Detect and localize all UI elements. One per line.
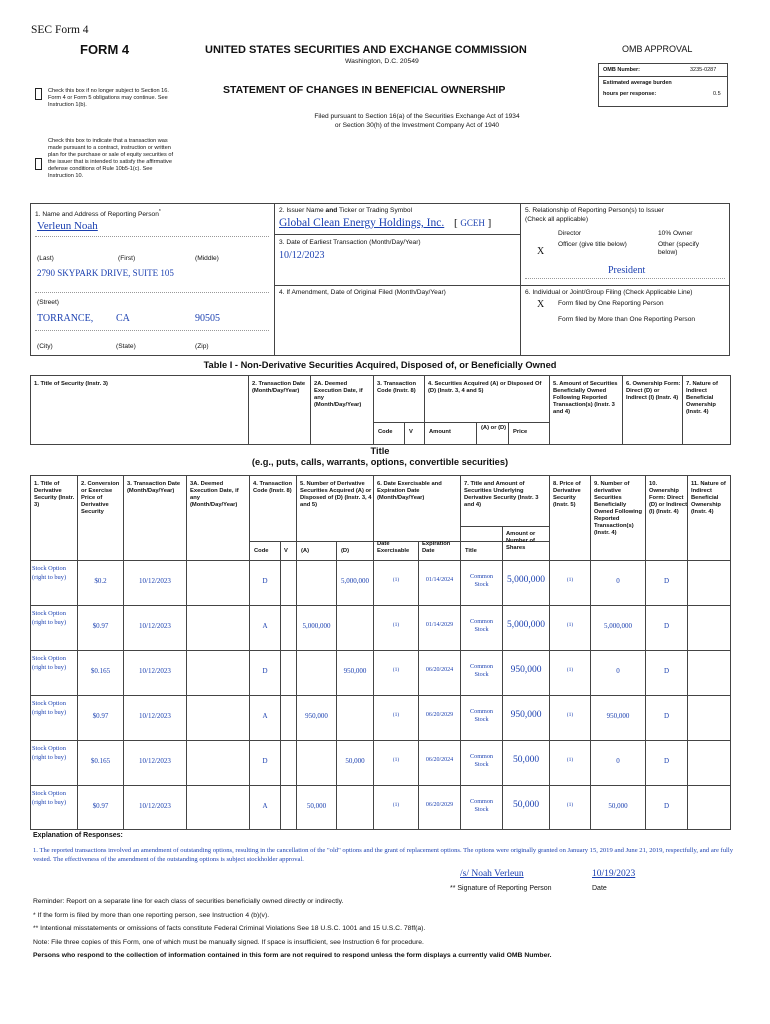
table2-title: Title xyxy=(370,446,390,456)
row-ownership-form: D xyxy=(663,757,670,765)
row-conversion-price: $0.165 xyxy=(90,757,111,765)
reporting-person-name: Verleun Noah xyxy=(37,220,98,232)
statement-title: STATEMENT OF CHANGES IN BENEFICIAL OWNERSHIP xyxy=(223,84,506,96)
last-label: (Last) xyxy=(37,255,54,262)
row-transaction-date: 10/12/2023 xyxy=(139,802,171,810)
t2-h6: 6. Date Exercisable and Expiration Date (Month/Day/Year) xyxy=(377,481,442,501)
t2-h11: 11. Nature of Indirect Beneficial Ownership (Instr. 4) xyxy=(691,481,726,515)
box5-label-1: 5. Relationship of Reporting Person(s) to Issuer xyxy=(525,207,664,214)
ticker-bracket: [ GCEH ] xyxy=(454,217,492,229)
row-security: Stock Option (right to buy) xyxy=(32,790,67,806)
row-transaction-date: 10/12/2023 xyxy=(139,577,171,585)
more-person-label: Form filed by More than One Reporting Person xyxy=(558,316,696,323)
row-expiration: 06/20/2029 xyxy=(425,712,454,718)
row-owned-following: 0 xyxy=(616,577,620,585)
box5-label-2: (Check all applicable) xyxy=(525,216,589,223)
t1-code: Code xyxy=(378,429,393,435)
middle-label: (Middle) xyxy=(195,255,219,262)
note-reminder: Reminder: Report on a separate line for each class of securities beneficially owned directly or indirectly. xyxy=(33,898,344,905)
explanation-text: 1. The reported transactions involved an amendment of outstanding options, resulting in the cancellation of the "old" options and the grant of replacement options. The options were originally granted on January 15, 2019 and June 21, 2019, respectfully, and are fully vested. The effectiveness of the amendment of the outstanding options is subject stockholder approval. xyxy=(33,847,733,863)
t1-v: V xyxy=(409,429,413,435)
signature-date: 10/19/2023 xyxy=(592,869,636,879)
top-label: SEC Form 4 xyxy=(31,24,89,36)
t1-aord: (A) or (D) xyxy=(481,425,507,431)
section16-text: Check this box if no longer subject to Section 16. Form 4 or Form 5 obligations may continue. See Instruction 1(b). xyxy=(48,88,169,108)
row-conversion-price: $0.97 xyxy=(92,712,109,720)
note-copies: Note: File three copies of this Form, one of which must be manually signed. If space is insufficient, see Instruction 6 for procedure. xyxy=(33,939,424,946)
t1-h3: 3. Transaction Code (Instr. 8) xyxy=(377,381,416,394)
row-acquired: 5,000,000 xyxy=(302,622,331,630)
rule10b5-text: Check this box to indicate that a transaction was made pursuant to a contract, instruction or written plan for the purchase or sale of equity securities of the issuer that is intended to satisfy the affirmative defense conditions of Rule 10b5-1(c). See Instruction 10. xyxy=(48,138,173,179)
row-transaction-date: 10/12/2023 xyxy=(139,622,171,630)
issuer-name: Global Clean Energy Holdings, Inc. xyxy=(279,217,445,229)
t2-h1: 1. Title of Derivative Security (Instr. 3) xyxy=(34,481,75,508)
earliest-transaction-date: 10/12/2023 xyxy=(279,250,325,261)
one-person-label: Form filed by One Reporting Person xyxy=(558,300,664,307)
filed-pursuant-2: or Section 30(h) of the Investment Company Act of 1940 xyxy=(334,122,500,129)
rule10b5-checkbox[interactable] xyxy=(35,158,42,170)
t1-h7: 7. Nature of Indirect Beneficial Ownership (Instr. 4) xyxy=(686,381,718,415)
commission-title: UNITED STATES SECURITIES AND EXCHANGE COMMISSION xyxy=(205,44,527,56)
row-underlying-shares: 50,000 xyxy=(512,800,540,810)
row-code: A xyxy=(262,622,268,630)
row-transaction-date: 10/12/2023 xyxy=(139,712,171,720)
row-underlying-shares: 5,000,000 xyxy=(507,575,545,585)
t1-h6: 6. Ownership Form: Direct (D) or Indirect (I) (Instr. 4) xyxy=(626,381,681,401)
section16-checkbox[interactable] xyxy=(35,88,42,100)
row-underlying-title: Common Stock xyxy=(469,753,494,768)
row-acquired: 950,000 xyxy=(305,712,328,720)
omb-burden-label: Estimated average burden xyxy=(603,80,672,86)
row-underlying-shares: 950,000 xyxy=(510,710,542,720)
signature-date-label: Date xyxy=(592,885,607,892)
t2-v: V xyxy=(284,548,288,554)
t1-h1: 1. Title of Security (Instr. 3) xyxy=(34,381,108,387)
row-expiration: 06/20/2024 xyxy=(425,667,454,673)
note-misstatement: ** Intentional misstatements or omissions of facts constitute Federal Criminal Violations See 18 U.S.C. 1001 and 15 U.S.C. 78ff(a). xyxy=(33,925,426,932)
row-transaction-date: 10/12/2023 xyxy=(139,667,171,675)
one-person-check-mark[interactable]: X xyxy=(537,299,545,310)
row-derivative-price: (1) xyxy=(566,577,574,583)
row-conversion-price: $0.97 xyxy=(92,622,109,630)
row-conversion-price: $0.97 xyxy=(92,802,109,810)
row-security: Stock Option (right to buy) xyxy=(32,610,67,626)
row-underlying-shares: 50,000 xyxy=(512,755,540,765)
t1-h5: 5. Amount of Securities Beneficially Owned Following Reported Transaction(s) (Instr. 3 and 4) xyxy=(553,381,618,415)
row-ownership-form: D xyxy=(663,802,670,810)
t2-amount-shares: Amount or Number of Shares xyxy=(506,531,536,551)
row-security: Stock Option (right to buy) xyxy=(32,565,67,581)
row-acquired: 50,000 xyxy=(306,802,327,810)
t2-h9: 9. Number of derivative Securities Beneficially Owned Following Reported Transaction(s) (Instr. 4) xyxy=(594,481,642,536)
row-security: Stock Option (right to buy) xyxy=(32,745,67,761)
commission-city: Washington, D.C. 20549 xyxy=(345,58,419,65)
row-underlying-title: Common Stock xyxy=(469,573,494,588)
row-disposed: 950,000 xyxy=(343,667,367,675)
row-disposed: 50,000 xyxy=(345,757,365,765)
box6-label: 6. Individual or Joint/Group Filing (Check Applicable Line) xyxy=(525,289,693,296)
row-derivative-price: (1) xyxy=(566,712,574,718)
filed-pursuant-1: Filed pursuant to Section 16(a) of the Securities Exchange Act of 1934 xyxy=(314,113,520,120)
row-owned-following: 950,000 xyxy=(606,712,630,720)
row-owned-following: 5,000,000 xyxy=(604,622,632,630)
t2-code: Code xyxy=(254,548,269,554)
row-transaction-date: 10/12/2023 xyxy=(139,757,171,765)
form-title: FORM 4 xyxy=(80,42,130,57)
table1-title: Table I - Non-Derivative Securities Acquired, Disposed of, or Beneficially Owned xyxy=(203,360,557,370)
address-value: 2790 SKYPARK DRIVE, SUITE 105 xyxy=(37,268,174,278)
t2-h3: 3. Transaction Date (Month/Day/Year) xyxy=(127,481,181,494)
ticker-symbol: GCEH xyxy=(460,218,485,228)
row-derivative-price: (1) xyxy=(566,757,574,763)
row-owned-following: 0 xyxy=(616,667,620,675)
t2-h5: 5. Number of Derivative Securities Acquired (A) or Disposed of (D) (Instr. 3, 4 and 5) xyxy=(300,481,372,508)
t2-h2: 2. Conversion or Exercise Price of Derivative Security xyxy=(81,481,120,515)
omb-hours-label: hours per response: xyxy=(603,91,657,97)
omb-hours-value: 0.5 xyxy=(713,91,721,97)
t1-h2: 2. Transaction Date (Month/Day/Year) xyxy=(252,381,306,394)
row-ownership-form: D xyxy=(663,667,670,675)
note-omb: Persons who respond to the collection of information contained in this form are not required to respond unless the form displays a currently valid OMB Number. xyxy=(33,952,552,959)
row-date-exercisable: (1) xyxy=(392,712,400,718)
street-label: (Street) xyxy=(37,299,59,306)
other-label: Other (specify below) xyxy=(658,241,700,256)
t2-title: Title xyxy=(465,548,477,554)
box2-label: 2. Issuer Name and Ticker or Trading Symbol xyxy=(279,207,413,214)
city-value: TORRANCE, xyxy=(37,313,94,324)
zip-label: (Zip) xyxy=(195,343,209,350)
t2-h8: 8. Price of Derivative Security (Instr. 5) xyxy=(553,481,581,508)
row-date-exercisable: (1) xyxy=(392,622,400,628)
officer-check-mark[interactable]: X xyxy=(537,246,545,257)
row-disposed: 5,000,000 xyxy=(341,577,369,585)
t2-h10: 10. Ownership Form: Direct (D) or Indirect (I) (Instr. 4) xyxy=(649,481,688,515)
row-code: D xyxy=(262,757,268,765)
row-code: D xyxy=(262,577,268,585)
table2-subtitle: (e.g., puts, calls, warrants, options, convertible securities) xyxy=(251,457,509,467)
row-underlying-title: Common Stock xyxy=(469,618,494,633)
row-owned-following: 50,000 xyxy=(608,802,628,810)
t2-a: (A) xyxy=(301,548,310,554)
row-ownership-form: D xyxy=(663,577,670,585)
officer-label: Officer (give title below) xyxy=(558,241,627,248)
t2-exp: Expiration Date xyxy=(422,541,451,554)
row-security: Stock Option (right to buy) xyxy=(32,655,67,671)
first-label: (First) xyxy=(118,255,136,262)
explanation-title: Explanation of Responses: xyxy=(33,832,123,839)
t2-d: (D) xyxy=(341,548,350,554)
signature-label: ** Signature of Reporting Person xyxy=(450,885,552,892)
omb-number-label: OMB Number: xyxy=(603,67,640,73)
row-underlying-title: Common Stock xyxy=(469,663,494,678)
t2-date-ex: Date Exercisable xyxy=(377,541,410,554)
row-conversion-price: $0.2 xyxy=(94,577,107,585)
row-underlying-shares: 950,000 xyxy=(510,665,542,675)
row-underlying-title: Common Stock xyxy=(469,798,494,813)
state-label: (State) xyxy=(116,343,136,350)
t1-h2a: 2A. Deemed Execution Date, if any (Month/Day/Year) xyxy=(314,381,363,408)
box3-label: 3. Date of Earliest Transaction (Month/Day/Year) xyxy=(279,239,421,246)
row-ownership-form: D xyxy=(663,622,670,630)
row-expiration: 01/14/2024 xyxy=(425,577,454,583)
signature-value: /s/ Noah Verleun xyxy=(460,869,524,879)
row-date-exercisable: (1) xyxy=(392,667,400,673)
row-expiration: 06/20/2029 xyxy=(425,802,454,808)
row-ownership-form: D xyxy=(663,712,670,720)
row-underlying-title: Common Stock xyxy=(469,708,494,723)
row-derivative-price: (1) xyxy=(566,667,574,673)
row-expiration: 01/14/2029 xyxy=(425,622,454,628)
row-expiration: 06/20/2024 xyxy=(425,757,454,763)
row-date-exercisable: (1) xyxy=(392,577,400,583)
zip-value: 90505 xyxy=(195,313,220,324)
t1-price: Price xyxy=(513,429,528,435)
omb-title: OMB APPROVAL xyxy=(622,44,693,54)
t2-h3a: 3A. Deemed Execution Date, if any (Month/Day/Year) xyxy=(190,481,239,508)
box1-label: 1. Name and Address of Reporting Person* xyxy=(35,209,161,219)
note-multiple: * If the form is filed by more than one reporting person, see Instruction 4 (b)(v). xyxy=(33,912,270,919)
row-date-exercisable: (1) xyxy=(392,802,400,808)
row-derivative-price: (1) xyxy=(566,622,574,628)
director-label: Director xyxy=(558,230,582,237)
omb-number-value: 3235-0287 xyxy=(690,67,717,73)
row-security: Stock Option (right to buy) xyxy=(32,700,67,716)
row-owned-following: 0 xyxy=(616,757,620,765)
row-date-exercisable: (1) xyxy=(392,757,400,763)
t1-h4: 4. Securities Acquired (A) or Disposed Of (D) (Instr. 3, 4 and 5) xyxy=(428,381,542,394)
row-code: D xyxy=(262,667,268,675)
row-code: A xyxy=(262,802,268,810)
t1-amount: Amount xyxy=(429,429,451,435)
officer-title: President xyxy=(608,265,646,276)
row-underlying-shares: 5,000,000 xyxy=(507,620,545,630)
city-label: (City) xyxy=(37,343,53,350)
t2-h4: 4. Transaction Code (Instr. 8) xyxy=(253,481,292,494)
row-conversion-price: $0.165 xyxy=(90,667,111,675)
box4-label: 4. If Amendment, Date of Original Filed (Month/Day/Year) xyxy=(279,289,446,296)
state-value: CA xyxy=(116,313,130,324)
row-code: A xyxy=(262,712,268,720)
row-derivative-price: (1) xyxy=(566,802,574,808)
t2-h7: 7. Title and Amount of Securities Underlying Derivative Security (Instr. 3 and 4) xyxy=(464,481,539,508)
owner10-label: 10% Owner xyxy=(658,230,693,237)
